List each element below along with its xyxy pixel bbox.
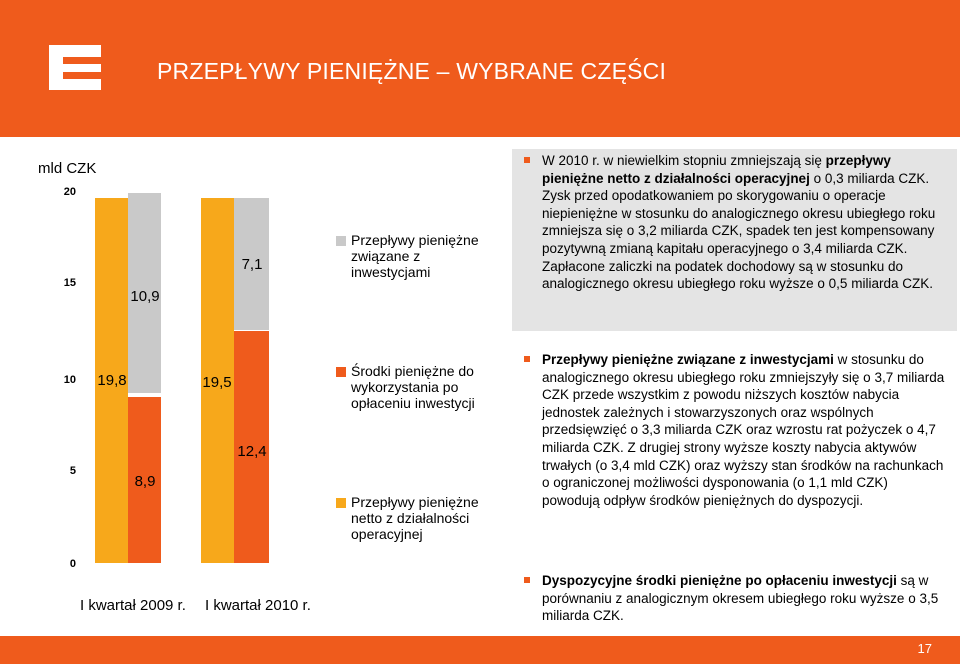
bullet-text: w stosunku do analogicznego okresu ubiegłego roku zmniejszyły się o 3,7 miliarda CZK przede wszystkim z powodu niższych kosztów nabycia jednostek zależnych i stowarzyszonych oraz wspólnych przedsięwzięć o 3,3 miliarda CZK oraz wzrostu rat pożyczek o 4,7 miliarda CZK. Z drugiej strony wyższe koszty nabycia aktywów trwałych (o 3,4 mld CZK) oraz wyższy stan środków na rachunkach o ograniczonej możliwości dysponowania (o 1,1 mld CZK) powodują odpływ środków pieniężnych do dyspozycji. [542, 352, 945, 508]
bullet-text: o 0,3 miliarda CZK. Zysk przed opodatkowaniem po skorygowaniu o operacje niepieniężne w stosunku do analogicznego okresu ubiegłego roku zmniejsza się o 3,2 miliarda CZK, spadek ten jest kompensowany pozytywną zmianą kapitału operacyjnego o 3,4 miliarda CZK. Zapłacone zaliczki na podatek dochodowy są w stosunku do analogicznego okresu ubiegłego roku wyższe o 0,5 miliarda CZK. [542, 170, 936, 292]
data-label: 19,8 [97, 372, 127, 389]
bullet-box-available-cash [512, 569, 957, 629]
page-title: PRZEPŁYWY PIENIĘŻNE – WYBRANE CZĘŚCI [157, 58, 667, 84]
x-category-label: I kwartał 2010 r. [205, 597, 311, 614]
data-label: 19,5 [202, 374, 232, 391]
legend-swatch-orange [336, 367, 346, 377]
data-label: 7,1 [241, 256, 263, 273]
y-tick: 20 [63, 186, 76, 198]
legend-swatch-yellow [336, 498, 346, 508]
data-label: 10,9 [130, 288, 160, 305]
data-label: 12,4 [237, 443, 267, 460]
data-label: 8,9 [134, 473, 156, 490]
bullet-icon [524, 577, 530, 583]
y-tick: 10 [63, 374, 76, 386]
bullet-icon [524, 157, 530, 163]
x-category-label: I kwartał 2009 r. [80, 597, 186, 614]
legend-label: Środki pieniężne do wykorzystania po opłaceniu inwestycji [351, 363, 475, 411]
bullet-bold-text: Dyspozycyjne środki pieniężne po opłaceniu inwestycji [542, 573, 897, 588]
bullet-text: są w porównaniu z analogicznym okresem ubiegłego roku wyższe o 3,5 miliarda CZK. [542, 573, 939, 624]
y-tick: 5 [69, 465, 76, 477]
bullet-box-investing [512, 348, 957, 548]
legend-label: Przepływy pieniężne netto z działalności operacyjnej [351, 494, 479, 542]
bullet-icon [524, 356, 530, 362]
legend-label: Przepływy pieniężne związane z inwestycjami [351, 232, 479, 280]
page-number: 17 [917, 641, 932, 656]
bullet-box-operating [512, 149, 957, 331]
y-tick: 15 [63, 277, 76, 289]
y-tick: 0 [69, 558, 76, 570]
bullet-bold-text: przepływy pieniężne netto z działalności operacyjnej [542, 153, 891, 186]
bullet-bold-text: Przepływy pieniężne związane z inwestycjami [542, 352, 834, 367]
legend-swatch-gray [336, 236, 346, 246]
footer-bar [0, 636, 960, 664]
bullet-text: W 2010 r. w niewielkim stopniu zmniejszają się [542, 153, 826, 168]
chart-legend [326, 150, 504, 630]
unit-label: mld CZK [38, 160, 97, 177]
